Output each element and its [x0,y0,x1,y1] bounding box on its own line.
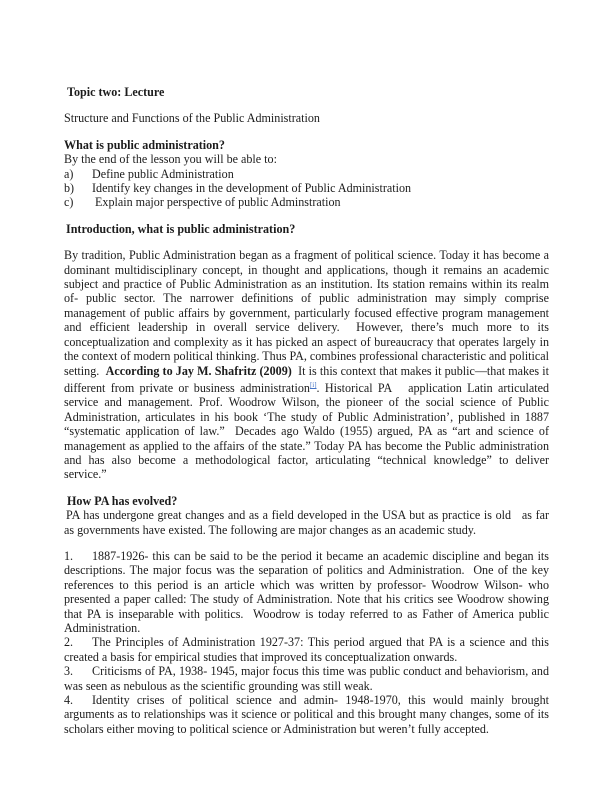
intro-paragraph-text: It is this context that makes it public—that makes it different from private or business administration [64,363,550,395]
evolved-lead-paragraph: PA has undergone great changes and as a field developed in the USA but as practice is old as far as governments have existed. The following are major changes as an academic study. [64,508,549,537]
intro-paragraph-text: . Historical PA application Latin articulated service and management. Prof. Woodrow Wilson, the pioneer of the social science of Public Administration, articulates in his book ‘The study of Public Administration’, published in 1887 “systematic application of law.” Decades ago Waldo (1955) argued, PA as “art and science of management as applied to the affairs of the state.” Today PA has become the Public administration and has also become a methodological factor, articulating “technical knowledge” to deliver service.” [64,380,550,482]
objective-text: Identify key changes in the development of Public Administration [92,181,412,196]
numbered-item [64,693,549,736]
blank-line [64,482,549,494]
intro-paragraph [64,248,549,482]
numbered-item-text: Criticisms of PA, 1938- 1945, major focus this time was public conduct and behaviorism, and was seen as nebulous as the scientific grounding was still weak. [64,664,549,693]
blank-line [64,210,549,222]
lesson-objectives-lead: By the end of the lesson you will be able to: [64,152,277,167]
section-heading-how-pa-evolved: How PA has evolved? [67,493,178,508]
blank-line [64,99,549,111]
numbered-item-marker: 1. [64,548,74,563]
numbered-item-text: 1887-1926- this can be said to be the period it became an academic discipline and began its descriptions. The major focus was the separation of politics and Administration. One of the key references to this period is an article which was written by professor- Woodrow Wilson- who presented a paper called: The study of Administration. Note that his critics see Woodrow showing that PA is inseparable with politics. Woodrow is today referred to as Father of America public Administration. [64,548,549,635]
blank-line [64,236,549,248]
numbered-item-marker: 2. [64,635,74,650]
objective-text: Explain major perspective of public Adminstration [92,195,341,210]
endnote-reference-link[interactable]: [i] [309,380,317,389]
doc-subtitle: Structure and Functions of the Public Administration [64,111,320,126]
numbered-item [64,664,549,693]
intro-paragraph-text: By tradition, Public Administration began as a fragment of political science. Today it has become a dominant multidisciplinary concept, in thought and applications, though it remains an academic subject and practice of Public Administration as an institution. Its station remains within its realm of- public sector. The narrower definitions of public administration may simply comprise management of public affairs by government, particularly focused effective program management and efficient leadership in overall service delivery. However, there’s much more to its conceptualization and complexity as it has picked an aspect of bureaucracy that operates largely in the context of modern political thinking. Thus PA, combines professional characteristic and political setting. [64,248,549,378]
blank-line [64,537,549,549]
objective-marker: a) [64,166,74,181]
objective-item [64,167,549,181]
objective-item [64,181,549,195]
numbered-item-text: Identity crises of political science and admin- 1948-1970, this would mainly brought arguments as to relationships was it science or political and this brought many changes, some of its scholars either moving to political science or Administration but weren’t fully accepted. [64,693,549,736]
objective-text: Define public Administration [92,166,234,181]
objective-marker: b) [64,181,75,196]
doc-title: Topic two: Lecture [67,85,165,99]
citation-bold: According to Jay M. Shafritz (2009) [105,363,292,378]
blank-line [64,126,549,138]
numbered-item-marker: 3. [64,664,74,679]
numbered-item-marker: 4. [64,693,74,708]
objective-marker: c) [64,195,74,210]
section-heading-introduction: Introduction, what is public administration? [66,221,296,236]
numbered-item [64,549,549,635]
numbered-item [64,635,549,664]
numbered-item-text: The Principles of Administration 1927-37: This period argued that PA is a science and this created a basis for empirical studies that improved its conceptualization onwards. [64,635,549,664]
section-heading-what-is-pa: What is public administration? [64,137,225,152]
objective-item [64,195,549,209]
